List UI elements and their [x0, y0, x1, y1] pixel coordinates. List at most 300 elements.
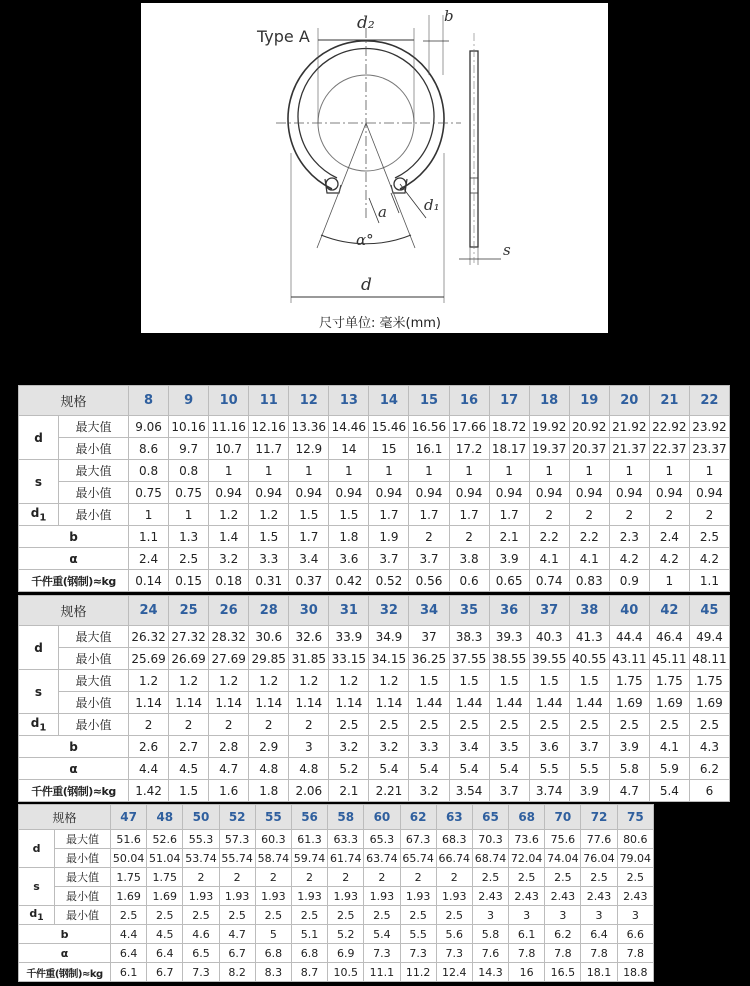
value-cell: 61.74: [328, 849, 364, 868]
value-cell: 6.7: [147, 963, 183, 982]
value-cell: 34.9: [369, 626, 409, 648]
value-cell: 38.55: [489, 648, 529, 670]
size-header: 56: [291, 805, 327, 830]
size-header: 58: [328, 805, 364, 830]
value-cell: 5: [255, 925, 291, 944]
row-label-alpha: α: [19, 548, 129, 570]
value-cell: 1.2: [249, 670, 289, 692]
value-cell: 1.75: [689, 670, 729, 692]
value-cell: 2.43: [581, 887, 617, 906]
size-header: 11: [249, 386, 289, 416]
value-cell: 22.92: [649, 416, 689, 438]
value-cell: 3: [472, 906, 508, 925]
value-cell: 38.3: [449, 626, 489, 648]
value-cell: 11.1: [364, 963, 400, 982]
value-cell: 1.1: [689, 570, 729, 592]
value-cell: 9.06: [129, 416, 169, 438]
value-cell: 1.69: [609, 692, 649, 714]
value-cell: 1.8: [329, 526, 369, 548]
value-cell: 2.5: [147, 906, 183, 925]
value-cell: 59.74: [291, 849, 327, 868]
value-cell: 1: [249, 460, 289, 482]
dim-d-label: d: [361, 275, 372, 295]
value-cell: 6.7: [219, 944, 255, 963]
value-cell: 45.11: [649, 648, 689, 670]
size-header: 65: [472, 805, 508, 830]
value-cell: 1.7: [289, 526, 329, 548]
value-cell: 23.37: [689, 438, 729, 460]
value-cell: 3: [617, 906, 653, 925]
value-cell: 41.3: [569, 626, 609, 648]
value-cell: 11.7: [249, 438, 289, 460]
size-header: 37: [529, 596, 569, 626]
value-cell: 5.1: [291, 925, 327, 944]
value-cell: 14: [329, 438, 369, 460]
header-row: [19, 596, 730, 626]
value-cell: 1.14: [329, 692, 369, 714]
value-cell: 2.5: [617, 868, 653, 887]
value-cell: 1.44: [489, 692, 529, 714]
row-label-min: 最小值: [55, 906, 111, 925]
value-cell: 0.75: [129, 482, 169, 504]
value-cell: 22.37: [649, 438, 689, 460]
value-cell: 10.7: [209, 438, 249, 460]
value-cell: 66.74: [436, 849, 472, 868]
table-row: [19, 714, 730, 736]
value-cell: 5.5: [529, 758, 569, 780]
value-cell: 2: [609, 504, 649, 526]
value-cell: 4.5: [169, 758, 209, 780]
value-cell: 1.14: [169, 692, 209, 714]
value-cell: 5.6: [436, 925, 472, 944]
value-cell: 1: [529, 460, 569, 482]
value-cell: 17.2: [449, 438, 489, 460]
size-header: 31: [329, 596, 369, 626]
table-row: [19, 944, 654, 963]
value-cell: 1.2: [329, 670, 369, 692]
value-cell: 79.04: [617, 849, 653, 868]
value-cell: 0.94: [449, 482, 489, 504]
table-row: [19, 780, 730, 802]
value-cell: 53.74: [183, 849, 219, 868]
value-cell: 5.4: [449, 758, 489, 780]
value-cell: 2: [529, 504, 569, 526]
row-label-max: 最大值: [55, 868, 111, 887]
value-cell: 6.8: [291, 944, 327, 963]
table-row: [19, 736, 730, 758]
value-cell: 2.5: [609, 714, 649, 736]
value-cell: 2: [689, 504, 729, 526]
value-cell: 1.42: [129, 780, 169, 802]
value-cell: 2: [183, 868, 219, 887]
value-cell: 1.69: [649, 692, 689, 714]
value-cell: 77.6: [581, 830, 617, 849]
value-cell: 55.74: [219, 849, 255, 868]
group-label-s: s: [19, 868, 55, 906]
row-label-min: 最小值: [59, 714, 129, 736]
size-header: 47: [111, 805, 147, 830]
value-cell: 3.74: [529, 780, 569, 802]
value-cell: 34.15: [369, 648, 409, 670]
value-cell: 1.75: [649, 670, 689, 692]
value-cell: 2: [129, 714, 169, 736]
value-cell: 3.7: [409, 548, 449, 570]
value-cell: 4.7: [209, 758, 249, 780]
value-cell: 5.9: [649, 758, 689, 780]
value-cell: 0.94: [249, 482, 289, 504]
value-cell: 2.5: [111, 906, 147, 925]
size-header: 17: [489, 386, 529, 416]
value-cell: 1.2: [249, 504, 289, 526]
size-header: 9: [169, 386, 209, 416]
value-cell: 2.2: [529, 526, 569, 548]
value-cell: 0.9: [609, 570, 649, 592]
value-cell: 0.94: [649, 482, 689, 504]
value-cell: 4.8: [249, 758, 289, 780]
value-cell: 7.8: [509, 944, 545, 963]
row-label-min: 最小值: [55, 887, 111, 906]
size-header: 30: [289, 596, 329, 626]
size-header: 52: [219, 805, 255, 830]
size-header: 24: [129, 596, 169, 626]
value-cell: 68.74: [472, 849, 508, 868]
table-row: [19, 416, 730, 438]
value-cell: 40.3: [529, 626, 569, 648]
value-cell: 9.7: [169, 438, 209, 460]
group-label-s: s: [19, 460, 59, 504]
value-cell: 1.9: [369, 526, 409, 548]
value-cell: 1.44: [449, 692, 489, 714]
value-cell: 2.5: [689, 714, 729, 736]
value-cell: 2.5: [409, 714, 449, 736]
type-label: Type A: [257, 27, 310, 46]
size-header: 42: [649, 596, 689, 626]
value-cell: 13.36: [289, 416, 329, 438]
circlip-diagram-svg: [141, 3, 608, 333]
value-cell: 6.1: [509, 925, 545, 944]
value-cell: 0.15: [169, 570, 209, 592]
value-cell: 2: [255, 868, 291, 887]
size-header: 8: [129, 386, 169, 416]
value-cell: 6.9: [328, 944, 364, 963]
value-cell: 2: [364, 868, 400, 887]
spec-header-label: 规格: [19, 386, 129, 416]
row-label-min: 最小值: [59, 648, 129, 670]
value-cell: 6.2: [689, 758, 729, 780]
value-cell: 75.6: [545, 830, 581, 849]
value-cell: 1.93: [436, 887, 472, 906]
value-cell: 17.66: [449, 416, 489, 438]
value-cell: 12.16: [249, 416, 289, 438]
value-cell: 2.43: [617, 887, 653, 906]
value-cell: 2.43: [545, 887, 581, 906]
value-cell: 1: [169, 504, 209, 526]
value-cell: 16: [509, 963, 545, 982]
value-cell: 76.04: [581, 849, 617, 868]
value-cell: 1.14: [369, 692, 409, 714]
size-header: 63: [436, 805, 472, 830]
size-header: 55: [255, 805, 291, 830]
size-header: 16: [449, 386, 489, 416]
value-cell: 14.46: [329, 416, 369, 438]
value-cell: 1.4: [209, 526, 249, 548]
value-cell: 3.9: [569, 780, 609, 802]
value-cell: 2: [409, 526, 449, 548]
size-header: 10: [209, 386, 249, 416]
value-cell: 4.3: [689, 736, 729, 758]
size-header: 18: [529, 386, 569, 416]
value-cell: 65.74: [400, 849, 436, 868]
value-cell: 2: [569, 504, 609, 526]
value-cell: 1.5: [329, 504, 369, 526]
value-cell: 32.6: [289, 626, 329, 648]
value-cell: 2.5: [472, 868, 508, 887]
value-cell: 2.5: [529, 714, 569, 736]
table-row: [19, 460, 730, 482]
value-cell: 2.5: [449, 714, 489, 736]
value-cell: 12.9: [289, 438, 329, 460]
value-cell: 4.2: [609, 548, 649, 570]
size-header: 36: [489, 596, 529, 626]
value-cell: 37.55: [449, 648, 489, 670]
value-cell: 2.2: [569, 526, 609, 548]
value-cell: 5.5: [400, 925, 436, 944]
value-cell: 1: [369, 460, 409, 482]
d1-subscript: 1: [39, 512, 47, 524]
value-cell: 1.93: [183, 887, 219, 906]
value-cell: 1.2: [369, 670, 409, 692]
row-label-min: 最小值: [59, 692, 129, 714]
value-cell: 2: [400, 868, 436, 887]
d1-main: d: [29, 906, 38, 920]
value-cell: 2: [649, 504, 689, 526]
value-cell: 33.9: [329, 626, 369, 648]
value-cell: 2.5: [569, 714, 609, 736]
value-cell: 1.93: [219, 887, 255, 906]
row-label-weight: 千件重(钢制)≈kg: [19, 570, 129, 592]
value-cell: 2.5: [649, 714, 689, 736]
value-cell: 65.3: [364, 830, 400, 849]
value-cell: 19.92: [529, 416, 569, 438]
value-cell: 1.14: [209, 692, 249, 714]
value-cell: 2: [249, 714, 289, 736]
value-cell: 2.1: [329, 780, 369, 802]
value-cell: 3.7: [489, 780, 529, 802]
size-header: 45: [689, 596, 729, 626]
value-cell: 0.42: [329, 570, 369, 592]
value-cell: 7.8: [545, 944, 581, 963]
value-cell: 1.7: [409, 504, 449, 526]
value-cell: 1.2: [169, 670, 209, 692]
value-cell: 2.21: [369, 780, 409, 802]
value-cell: 1.93: [291, 887, 327, 906]
value-cell: 1.7: [449, 504, 489, 526]
size-header: 60: [364, 805, 400, 830]
value-cell: 2.5: [255, 906, 291, 925]
value-cell: 15: [369, 438, 409, 460]
value-cell: 39.3: [489, 626, 529, 648]
row-label-min: 最小值: [59, 504, 129, 526]
value-cell: 3.9: [489, 548, 529, 570]
value-cell: 4.2: [689, 548, 729, 570]
value-cell: 2.06: [289, 780, 329, 802]
value-cell: 18.72: [489, 416, 529, 438]
size-header: 19: [569, 386, 609, 416]
value-cell: 2.5: [509, 868, 545, 887]
d1-main: d: [30, 505, 40, 520]
value-cell: 10.5: [328, 963, 364, 982]
value-cell: 72.04: [509, 849, 545, 868]
value-cell: 37: [409, 626, 449, 648]
d1-subscript: 1: [39, 722, 47, 734]
value-cell: 2.5: [328, 906, 364, 925]
value-cell: 0.94: [689, 482, 729, 504]
value-cell: 0.94: [329, 482, 369, 504]
size-header: 70: [545, 805, 581, 830]
value-cell: 5.4: [369, 758, 409, 780]
value-cell: 6.2: [545, 925, 581, 944]
d1-subscript: 1: [37, 912, 44, 924]
value-cell: 0.94: [289, 482, 329, 504]
value-cell: 5.4: [489, 758, 529, 780]
value-cell: 30.6: [249, 626, 289, 648]
table-row: [19, 830, 654, 849]
size-header: 14: [369, 386, 409, 416]
value-cell: 6.4: [147, 944, 183, 963]
table-row: [19, 868, 654, 887]
value-cell: 2: [449, 526, 489, 548]
row-label-min: 最小值: [59, 482, 129, 504]
table-row: [19, 482, 730, 504]
row-label-weight: 千件重(钢制)≈kg: [19, 780, 129, 802]
value-cell: 2.6: [129, 736, 169, 758]
row-label-max: 最大值: [59, 460, 129, 482]
value-cell: 29.85: [249, 648, 289, 670]
value-cell: 2.5: [291, 906, 327, 925]
spec-header-label: 规格: [19, 805, 111, 830]
value-cell: 55.3: [183, 830, 219, 849]
row-label-b: b: [19, 526, 129, 548]
value-cell: 2.5: [219, 906, 255, 925]
value-cell: 0.94: [489, 482, 529, 504]
value-cell: 63.3: [328, 830, 364, 849]
size-header: 22: [689, 386, 729, 416]
value-cell: 7.3: [436, 944, 472, 963]
value-cell: 4.1: [529, 548, 569, 570]
value-cell: 1.1: [129, 526, 169, 548]
value-cell: 8.2: [219, 963, 255, 982]
value-cell: 0.31: [249, 570, 289, 592]
value-cell: 4.7: [609, 780, 649, 802]
value-cell: 1.5: [249, 526, 289, 548]
value-cell: 21.92: [609, 416, 649, 438]
value-cell: 27.32: [169, 626, 209, 648]
value-cell: 3.9: [609, 736, 649, 758]
value-cell: 2.5: [369, 714, 409, 736]
value-cell: 2.5: [183, 906, 219, 925]
value-cell: 1.2: [129, 670, 169, 692]
row-label-min: 最小值: [59, 438, 129, 460]
value-cell: 61.3: [291, 830, 327, 849]
value-cell: 0.56: [409, 570, 449, 592]
value-cell: 70.3: [472, 830, 508, 849]
row-label-max: 最大值: [59, 626, 129, 648]
value-cell: 0.94: [369, 482, 409, 504]
size-header: 72: [581, 805, 617, 830]
header-row: [19, 386, 730, 416]
value-cell: 2.7: [169, 736, 209, 758]
table-row: [19, 438, 730, 460]
value-cell: 63.74: [364, 849, 400, 868]
group-label-d1: [19, 504, 59, 526]
value-cell: 1.8: [249, 780, 289, 802]
value-cell: 1: [649, 460, 689, 482]
table-row: [19, 887, 654, 906]
value-cell: 4.1: [649, 736, 689, 758]
value-cell: 1.93: [400, 887, 436, 906]
value-cell: 11.16: [209, 416, 249, 438]
value-cell: 5.2: [328, 925, 364, 944]
size-header: 20: [609, 386, 649, 416]
value-cell: 2.5: [400, 906, 436, 925]
value-cell: 1.44: [529, 692, 569, 714]
value-cell: 2: [219, 868, 255, 887]
group-label-d: d: [19, 830, 55, 868]
value-cell: 26.69: [169, 648, 209, 670]
value-cell: 4.6: [183, 925, 219, 944]
value-cell: 5.2: [329, 758, 369, 780]
value-cell: 2.1: [489, 526, 529, 548]
size-header: 50: [183, 805, 219, 830]
value-cell: 4.4: [129, 758, 169, 780]
circlip-technical-drawing: [141, 3, 608, 333]
value-cell: 28.32: [209, 626, 249, 648]
value-cell: 6: [689, 780, 729, 802]
value-cell: 1: [409, 460, 449, 482]
row-label-weight: 千件重(钢制)≈kg: [19, 963, 111, 982]
value-cell: 1: [449, 460, 489, 482]
value-cell: 2.5: [689, 526, 729, 548]
value-cell: 2: [328, 868, 364, 887]
value-cell: 6.1: [111, 963, 147, 982]
value-cell: 7.8: [617, 944, 653, 963]
value-cell: 2: [291, 868, 327, 887]
value-cell: 0.94: [409, 482, 449, 504]
size-header: 75: [617, 805, 653, 830]
value-cell: 23.92: [689, 416, 729, 438]
value-cell: 0.8: [169, 460, 209, 482]
value-cell: 50.04: [111, 849, 147, 868]
value-cell: 49.4: [689, 626, 729, 648]
value-cell: 8.3: [255, 963, 291, 982]
value-cell: 39.55: [529, 648, 569, 670]
value-cell: 25.69: [129, 648, 169, 670]
dim-alpha-label: α°: [356, 231, 374, 249]
value-cell: 1.93: [364, 887, 400, 906]
dim-b-label: b: [444, 7, 454, 25]
value-cell: 1: [489, 460, 529, 482]
group-label-d1: [19, 714, 59, 736]
value-cell: 1.5: [529, 670, 569, 692]
dim-s-label: s: [503, 241, 511, 259]
value-cell: 1.75: [111, 868, 147, 887]
value-cell: 36.25: [409, 648, 449, 670]
value-cell: 0.6: [449, 570, 489, 592]
value-cell: 1.7: [489, 504, 529, 526]
table-row: [19, 504, 730, 526]
value-cell: 19.37: [529, 438, 569, 460]
value-cell: 4.5: [147, 925, 183, 944]
